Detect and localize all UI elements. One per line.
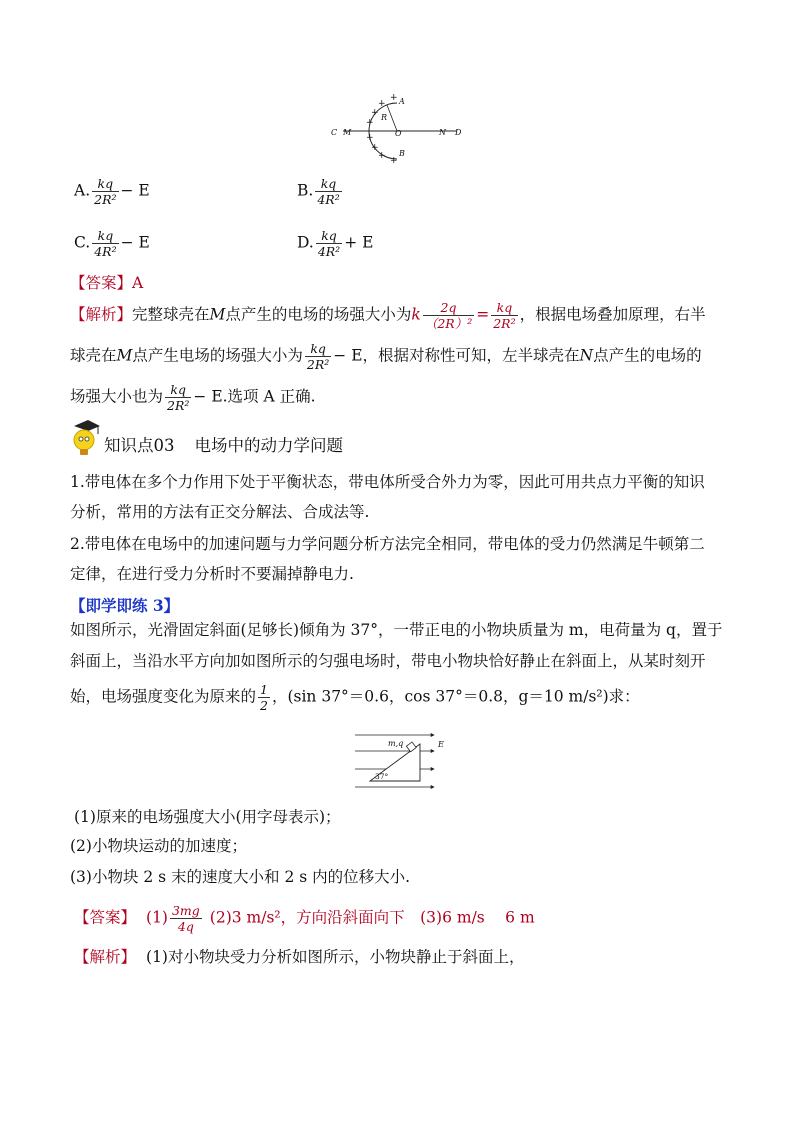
charge-plus: + xyxy=(371,108,379,118)
angle-label: 37° xyxy=(375,772,389,781)
charge-plus: + xyxy=(378,151,386,161)
section-label: 知识点03 xyxy=(104,436,175,455)
label-o: O xyxy=(395,129,402,138)
incline-figure xyxy=(350,731,450,796)
section-title: 电场中的动力学问题 xyxy=(194,436,343,455)
label-n: N xyxy=(439,128,446,137)
para1-line1: 1.带电体在多个力作用下处于平衡状态，带电体所受合外力为零，因此可用共点力平衡的知识 xyxy=(70,473,705,491)
radius-line xyxy=(387,105,397,131)
question-2: (2)小物块运动的加速度； xyxy=(70,837,247,855)
charge-plus: + xyxy=(378,99,386,109)
problem-line3: 始，电场强度变化为原来的 $\frac{1}{2}$ ，(sin 37°＝0.6，cos 37°＝0.8，g＝10 m/s²)求： xyxy=(70,682,640,713)
problem-line1: 如图所示，光滑固定斜面(足够长)倾角为 37°，一带正电的小物块质量为 m，电荷量为 q，置于 xyxy=(70,621,723,639)
question-3: (3)小物块 2 s 末的速度大小和 2 s 内的位移大小. xyxy=(70,868,411,886)
charge-plus: + xyxy=(390,93,398,103)
answer-line: 【答案】A xyxy=(70,274,144,292)
analysis-line-3: 场强大小也为 $\frac{kq}{\text{2R²}}$ − E.选项 A 正确. xyxy=(70,382,316,413)
para1-line2: 分析，常用的方法有正交分解法、合成法等. xyxy=(70,503,370,521)
question-1: (1)原来的电场强度大小(用字母表示)； xyxy=(74,808,341,826)
option-a: A. $\frac{kq}{\text{2R²}}$ − E xyxy=(74,176,150,207)
mq-label: m,q xyxy=(388,739,404,748)
charge-plus: + xyxy=(390,156,398,165)
label-a: A xyxy=(399,97,405,106)
answer-2-line: 【答案】 (1) $\frac{3mg}{4q}$ (2)3 m/s²，方向沿斜面向下 (3)6 m/s 6 m xyxy=(74,903,535,934)
option-d: D. $\frac{kq}{\text{4R²}}$ + E xyxy=(297,228,374,259)
label-b: B xyxy=(399,149,405,158)
option-b: B. $\frac{kq}{\text{4R²}}$ xyxy=(297,176,340,207)
exercise-title: 【即学即练 3】 xyxy=(70,596,180,615)
hemisphere-figure xyxy=(325,90,475,165)
charge-plus: + xyxy=(366,133,374,143)
section-heading xyxy=(104,434,343,458)
e-label: E xyxy=(438,740,444,749)
para2-line1: 2.带电体在电场中的加速问题与力学问题分析方法完全相同，带电体的受力仍然满足牛顿第二 xyxy=(70,535,705,553)
label-c: C xyxy=(331,128,338,137)
lightbulb-graduate-icon xyxy=(70,418,102,458)
analysis-line-2: 球壳在M点产生电场的场强大小为 $\frac{kq}{\text{2R²}}$ − E，根据对称性可知，左半球壳在N点产生的电场的 xyxy=(70,341,702,372)
analysis-2-line: 【解析】 (1)对小物块受力分析如图所示，小物块静止于斜面上， xyxy=(74,948,525,966)
label-r: R xyxy=(381,113,388,122)
problem-line2: 斜面上，当沿水平方向加如图所示的匀强电场时，带电小物块恰好静止在斜面上，从某时刻开 xyxy=(70,652,706,670)
label-d: D xyxy=(455,128,462,137)
analysis-line-1: 【解析】完整球壳在M点产生的电场的场强大小为k $\frac{2q}{\text{（2R）²}}$ = $\frac{kq}{\text{2R²}}$ ，根据电场叠加原理，右半 xyxy=(70,300,706,331)
label-m: M xyxy=(343,128,352,137)
option-c: C. $\frac{kq}{\text{4R²}}$ − E xyxy=(74,228,150,259)
charge-plus: + xyxy=(366,118,374,128)
charge-plus: + xyxy=(371,143,379,153)
para2-line2: 定律，在进行受力分析时不要漏掉静电力. xyxy=(70,565,354,583)
